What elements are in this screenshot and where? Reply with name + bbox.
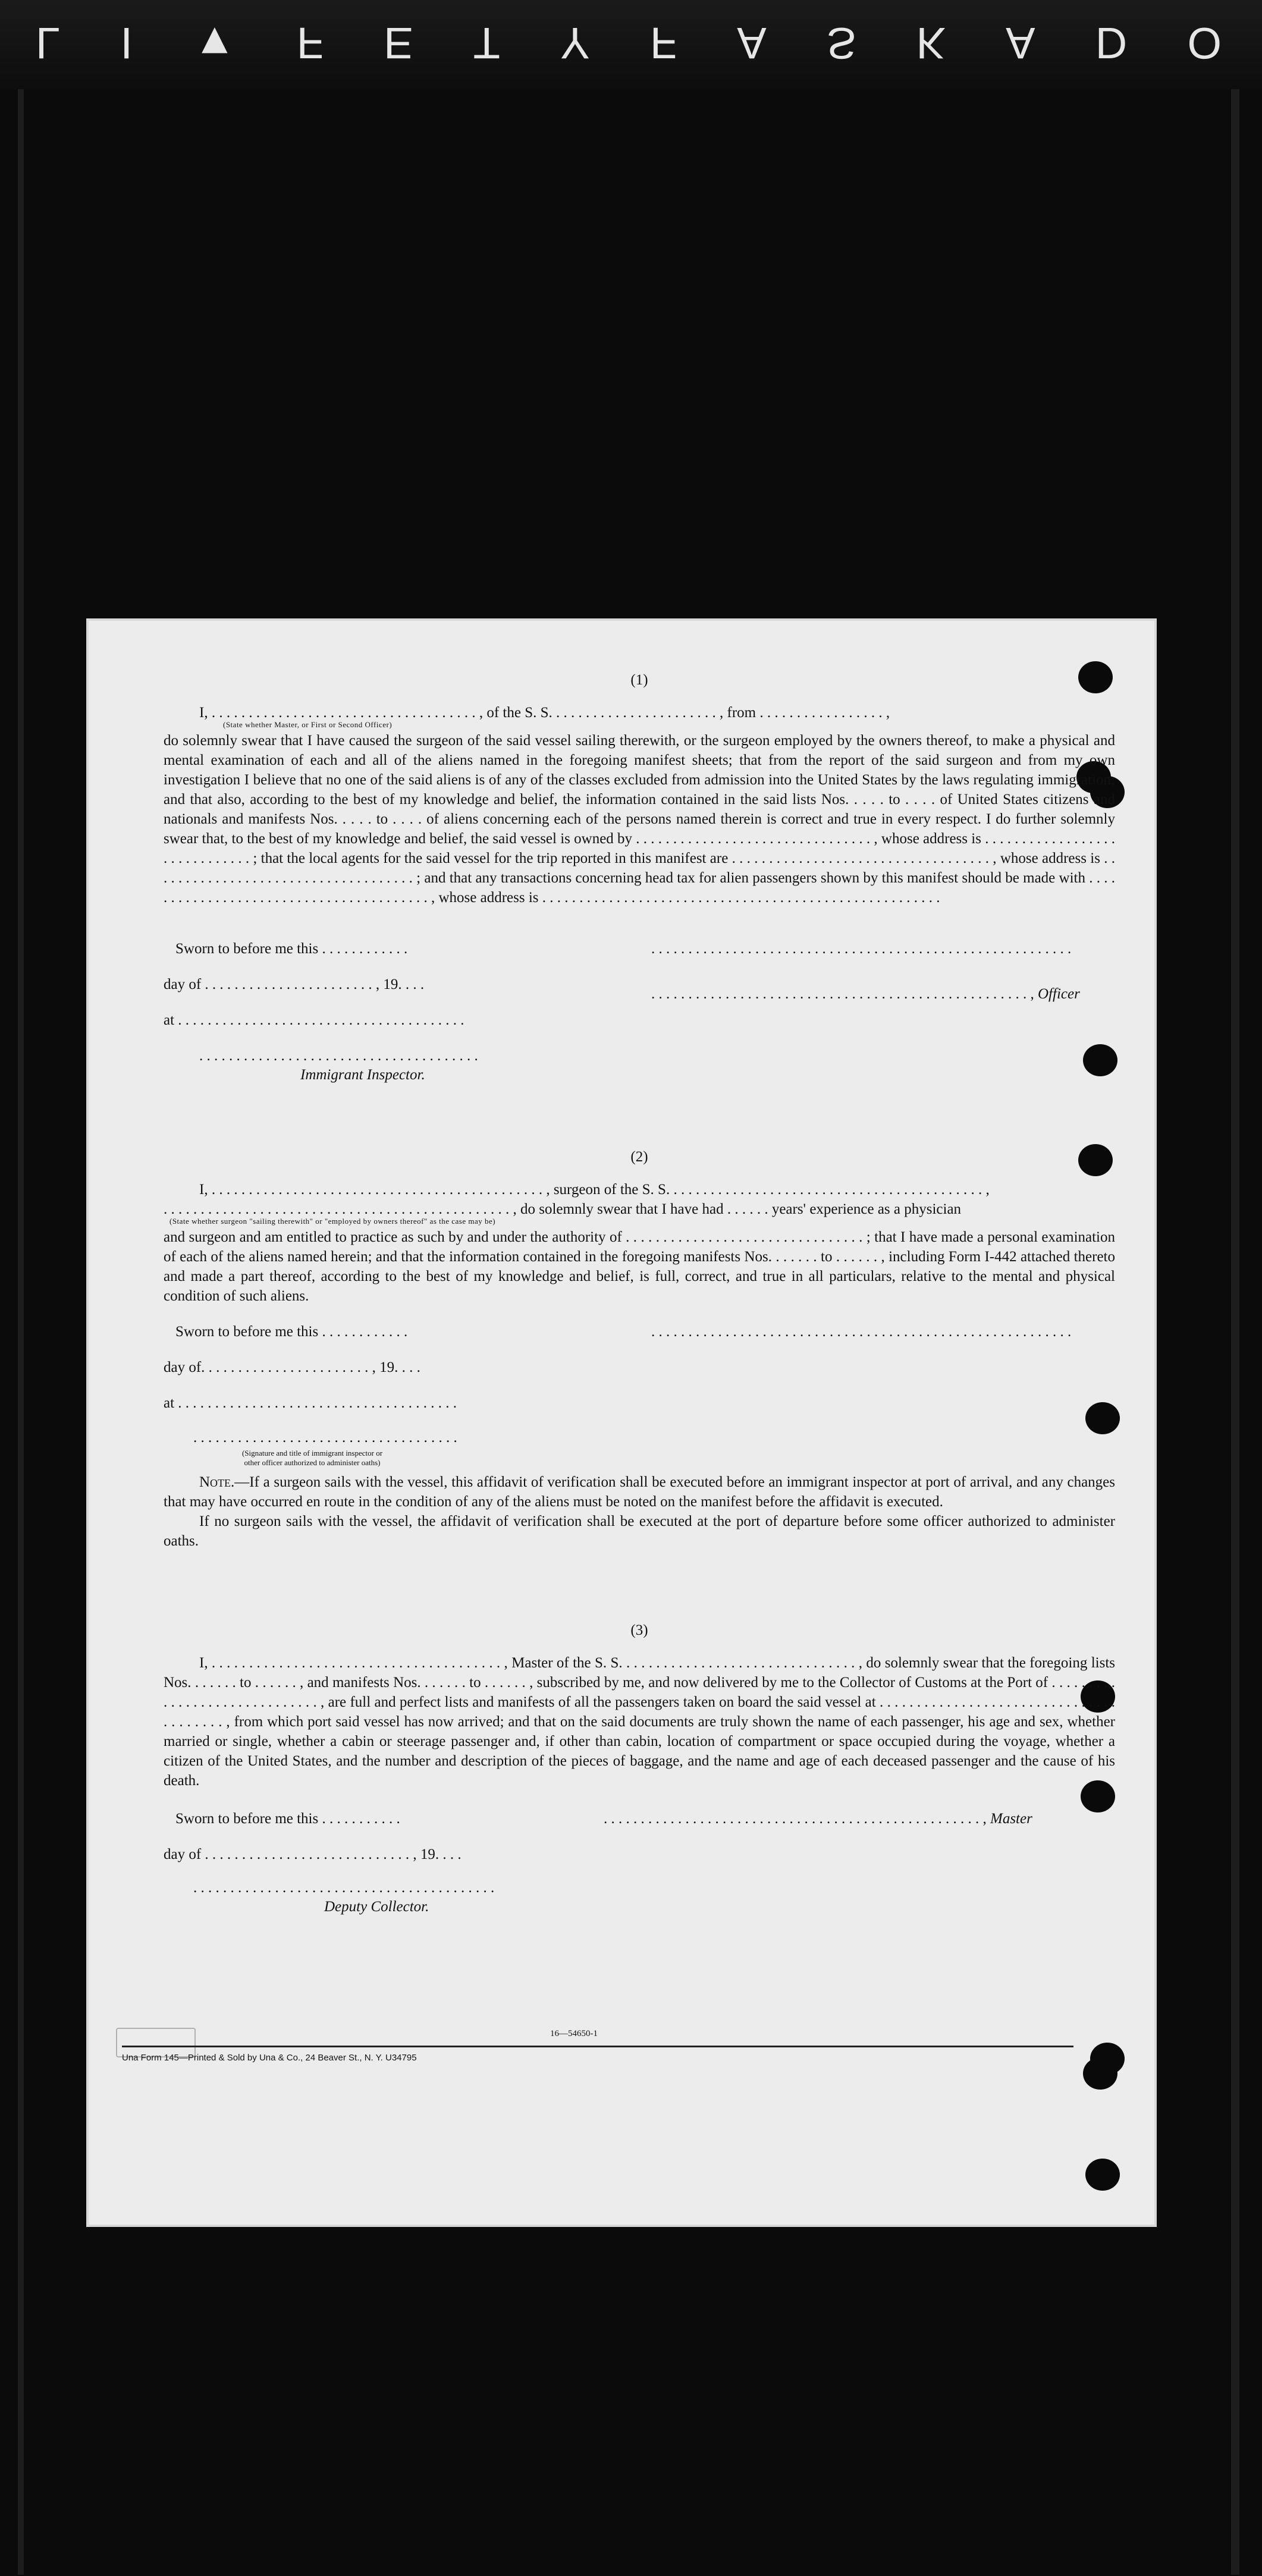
film-letter: Y [560,18,595,68]
sworn-line: Sworn to before me this . . . . . . . . . . . . [175,1324,408,1340]
affidavit-section-3 [164,1622,1115,1924]
section-number: (1) [630,672,648,688]
inspector-signature-line: . . . . . . . . . . . . . . . . . . . . . . . . . . . . . . . . . . . . . . [199,1048,478,1064]
signature-block [164,1811,1115,1924]
inspector-signature-line: . . . . . . . . . . . . . . . . . . . . . . . . . . . . . . . . . . . . [193,1430,457,1446]
signature-block [164,941,1115,1083]
affidavit-section-1 [164,672,1115,1083]
film-letter: ▼ [193,18,241,68]
film-strip-header [0,0,1262,89]
note-text: —If a surgeon sails with the vessel, this affidavit of verification shall be executed before an immigrant inspector at port of arrival, and any changes that may have occurred en route in the condition of any of the aliens must be noted on the manifest before the affidavit is executed. [164,1474,1115,1510]
oath-body: I, . . . . . . . . . . . . . . . . . . . . . . . . . . . . . . . . . . . . . . . , Master of the S. S. . . . . . . . . . . . . . . . . . . . . . . . . . . . . . . . , do solemnly swear that the foregoing lists Nos. . . . . . . to . . . . . . , and manifests Nos. . . . . . . to . . . . . . , subscribed by me, and now delivered by me to the Collector of Customs at the Port of . . . . . . . . . . . . . . . . . . . . . . . . . . . . . . , are full and perfect lists and manifests of all the passengers taken on board the said vessel at . . . . . . . . . . . . . . . . . . . . . . . . . . . . . . . . . . . . . . . . , from which port said vessel has now arrived; and that on the said documents are truly shown the name of each passenger, his age and sex, whether married or single, whether a cabin or steerage passenger and, if other than cabin, location of compartment or space occupied during the voyage, whether a citizen of the United States, and the number and description of the pieces of baggage, and the name and age of each deceased passenger and the cause of his death. [164,1655,1115,1789]
film-letter: D [1095,18,1132,68]
caption-line: other officer authorized to administer oaths) [244,1458,381,1467]
note-paragraph-2: If no surgeon sails with the vessel, the affidavit of verification shall be executed at the port of departure before some officer authorized to administer oaths. [164,1513,1115,1549]
punch-hole [1085,2159,1120,2191]
caption-line: (Signature and title of immigrant inspector or [241,1449,383,1457]
day-line: day of . . . . . . . . . . . . . . . . . . . . . . . . . . . . , 19. . . . [164,1846,462,1862]
film-letter: L [36,18,65,68]
sworn-line: Sworn to before me this . . . . . . . . . . . . [175,941,408,957]
oath-body: do solemnly swear that I have caused the surgeon of the said vessel sailing therewith, or the surgeon employed by the owners thereof, to make a physical and mental examination of each and all of the aliens named in the foregoing manifest sheets; that from the report of the said surgeon and from my own investigation I believe that no one of the said aliens is of any of the classes excluded from admission into the United States by the laws regulating immigration; and that also, according to the best of my knowledge and belief, the information contained in the said lists Nos. . . . . to . . . . of United States citizens and nationals and manifests Nos. . . . . to . . . . of aliens concerning each of the persons named therein is correct and true in every respect. I do further solemnly swear that, to the best of my knowledge and belief, the said vessel is owned by . . . . . . . . . . . . . . . . . . . . . . . . . . . . . . . . , whose address is . . . . . . . . . . . . . . . . . . . . . . . . . . . . . . ; that the local agents for the said vessel for the trip reported in this manifest are . . . . . . . . . . . . . . . . . . . . . . . . . . . . . . . . . . . , whose address is . . . . . . . . . . . . . . . . . . . . . . . . . . . . . . . . . . . . ; and that any transactions concerning head tax for alien passengers shown by this manifest should be made with . . . . . . . . . . . . . . . . . . . . . . . . . . . . . . . . . . . . . . . . , whose address is . . . . . . . . . . . . . . . . . . . . . . . . . . . . . . . . . . . . . . . . . . . . . . . . . . . . . . [164,733,1115,906]
film-letter: F [649,18,682,68]
printer-imprint: Una Form 145—Printed & Sold by Una & Co., 24 Beaver St., N. Y. U34795 [122,2053,417,2063]
collector-label: Deputy Collector. [324,1899,429,1915]
oath-body: and surgeon and am entitled to practice as such by and under the authority of . . . . . . . . . . . . . . . . . . . . . . . . . . . . . . . . ; that I have made a personal examination of each of the aliens named herein; and that the information contained in the foregoing manifests Nos. . . . . . . to . . . . . . , including Form I-442 attached thereto and made a part thereof, according to the best of my knowledge and belief, is full, correct, and true in all particulars, relative to the mental and physical condition of such aliens. [164,1229,1115,1304]
officer-title-line [651,986,1080,1003]
master-signature-line [604,1811,1032,1827]
film-streak [1231,89,1239,2575]
master-label: Master [990,1811,1032,1827]
film-edge-lettering [0,17,1262,70]
surgeon-note: (State whether surgeon "sailing therewith" or "employed by owners thereof" as the case may be) [169,1217,496,1226]
officer-label: Officer [1038,986,1080,1002]
film-letter: I [120,18,137,68]
section-number: (3) [630,1622,648,1638]
film-letter: K [916,18,950,68]
affidavit-section-2 [164,1149,1115,1551]
film-letter: S [826,18,861,68]
film-letter: T [473,18,505,68]
officer-note: (State whether Master, or First or Second Officer) [223,720,393,729]
oath-opening-line: I, . . . . . . . . . . . . . . . . . . . . . . . . . . . . . . . . . . . . , of the S. S. . . . . . . . . . . . . . . . . . . . . . . , from . . . . . . . . . . . . . . . . . , [199,705,890,721]
film-streak [18,89,24,2575]
collector-signature-line: . . . . . . . . . . . . . . . . . . . . . . . . . . . . . . . . . . . . . . . . . [193,1880,495,1896]
inspector-label: Immigrant Inspector. [300,1067,425,1083]
officer-signature-line: . . . . . . . . . . . . . . . . . . . . . . . . . . . . . . . . . . . . . . . . . . . . . . . . . . . . . . . . . [651,941,1072,957]
form-number: 16—54650-1 [550,2029,598,2038]
film-letter: O [1187,18,1226,68]
sworn-line: Sworn to before me this . . . . . . . . . . . [175,1811,400,1827]
at-line: at . . . . . . . . . . . . . . . . . . . . . . . . . . . . . . . . . . . . . . . [164,1012,464,1028]
at-line: at . . . . . . . . . . . . . . . . . . . . . . . . . . . . . . . . . . . . . . [164,1395,457,1411]
surgeon-signature-line: . . . . . . . . . . . . . . . . . . . . . . . . . . . . . . . . . . . . . . . . . . . . . . . . . . . . . . . . . [651,1324,1072,1340]
manifest-affidavit-page [86,618,1157,2227]
master-dots: . . . . . . . . . . . . . . . . . . . . . . . . . . . . . . . . . . . . . . . . . . . . . . . . . . . , [604,1811,987,1827]
note-paragraph [164,1472,1115,1512]
oath-opening-line: I, . . . . . . . . . . . . . . . . . . . . . . . . . . . . . . . . . . . . . . . . . . . . . , surgeon of the S. S. . . . . . . . . . . . . . . . . . . . . . . . . . . . . . . . . . . . . . . . . . . , [199,1182,990,1198]
day-line: day of . . . . . . . . . . . . . . . . . . . . . . . , 19. . . . [164,976,425,992]
day-line: day of. . . . . . . . . . . . . . . . . . . . . . . , 19. . . . [164,1359,420,1375]
oath-second-line: . . . . . . . . . . . . . . . . . . . . . . . . . . . . . . . . . . . . . . . . . . . . . . . , do solemnly swear that I have had . . . . . . years' experience as a physician [164,1201,962,1217]
note-label: Note. [199,1474,235,1490]
section-number: (2) [630,1149,648,1165]
film-letter: E [384,18,418,68]
document-body [164,672,1115,1924]
film-letter: A [737,18,771,68]
inspector-caption [187,1449,437,1468]
film-letter: F [296,18,328,68]
punch-hole [1083,2057,1117,2090]
officer-dots: . . . . . . . . . . . . . . . . . . . . . . . . . . . . . . . . . . . . . . . . . . . . . . . . . . . , [651,986,1034,1002]
signature-block [164,1324,1115,1472]
film-letter: A [1006,18,1040,68]
footer-rule [122,2046,1073,2047]
